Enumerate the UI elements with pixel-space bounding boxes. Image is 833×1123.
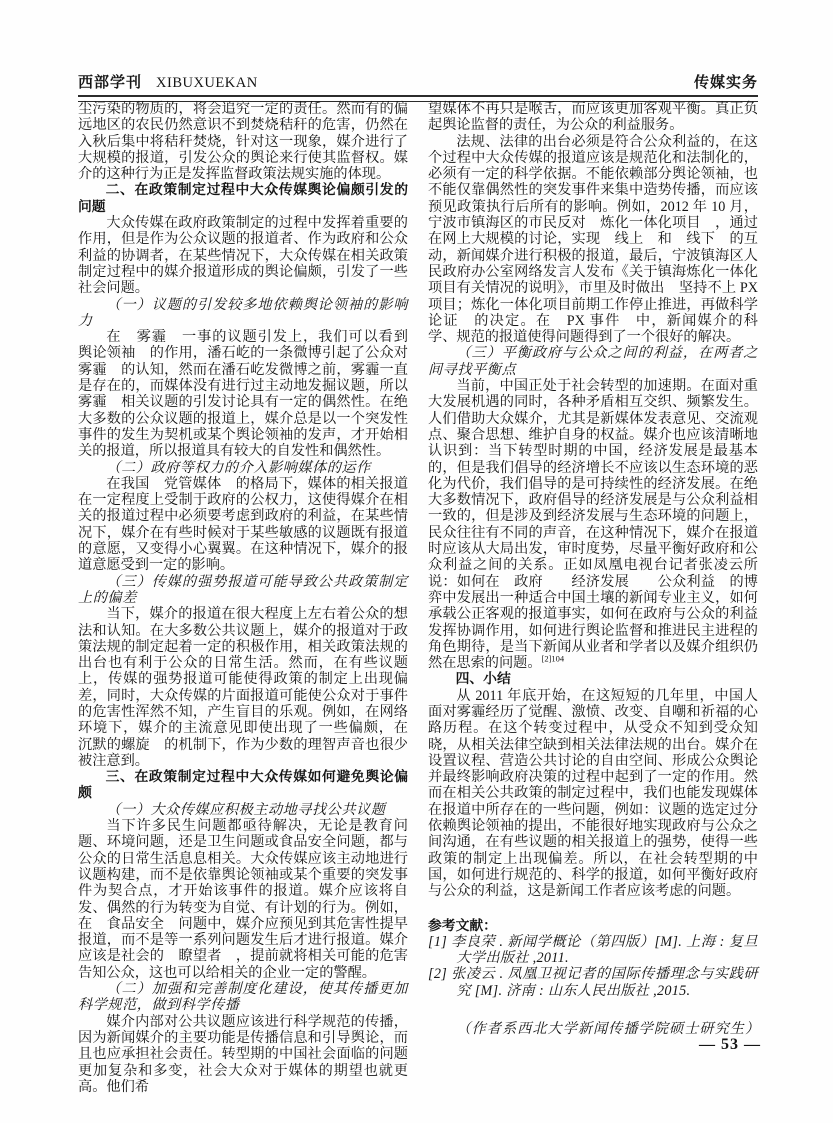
subsection-heading: （一）大众传媒应积极主动地寻找公共议题 bbox=[106, 801, 386, 818]
page-number: — 53 — bbox=[699, 1036, 761, 1053]
section-label: 传媒实务 bbox=[693, 74, 758, 91]
paragraph-continuation: 尘污染的物质的，将会追究一定的责任。然而有的偏远地区的农民仍然意识不到焚烧秸秆的危害，仍然在入秋后集中将秸秆焚烧，针对这一现象，媒介进行了大规模的报道，引发公众的舆论来行使其监督权。媒介的这种行为正是发挥监督政策法规实施的体现。 bbox=[78, 101, 408, 183]
journal-title-cn: 西部学刊 bbox=[78, 74, 143, 91]
section-heading: 四、小结 bbox=[455, 671, 511, 687]
reference-item: [2] 张凌云 . 凤凰卫视记者的国际传播理念与实践研究 [M]. 济南 : 山东人民出版社 ,2015. bbox=[428, 966, 758, 999]
paragraph-continuation: 望媒体不再只是喉舌，而应该更加客观平衡。真正负起舆论监督的责任，为公众的利益服务。 bbox=[428, 101, 758, 134]
paragraph: 媒介内部对公共议题应该进行科学规范的传播，因为新闻媒介的主要功能是传播信息和引导舆论，而且也应承担社会责任。转型期的中国社会面临的问题更加复杂和多变，社会大众对于媒体的期望也就更高。他们希 bbox=[78, 1013, 408, 1095]
paragraph: 大众传媒在政府政策制定的过程中发挥着重要的作用，但是作为公众议题的报道者、作为政府和公众利益的协调者，在某些情况下，大众传媒在相关政策制定过程中的媒介报道形成的舆论偏颇，引发了一些社会问题。 bbox=[78, 215, 408, 297]
right-column bbox=[428, 101, 761, 1095]
journal-title-en: XIBUXUEKAN bbox=[156, 75, 258, 91]
subsection-heading: （三）平衡政府与公众之间的利益，在两者之间寻找平衡点 bbox=[428, 345, 758, 378]
subsection-heading: （一）议题的引发较多地依赖舆论领袖的影响力 bbox=[78, 296, 408, 329]
subsection-heading: （三）传媒的强势报道可能导致公共政策制定上的偏差 bbox=[78, 573, 408, 606]
paragraph: 当下许多民生问题都亟待解决，无论是教育问题、环境问题，还是卫生问题或食品安全问题，都与公众的日常生活息息相关。大众传媒应该主动地进行议题构建，而不是依靠舆论领袖或某个重要的突发事件为契合点，才开始该事件的报道。媒介应该将自发、偶然的行为转变为自觉、有计划的行为。例如，在 食品安全 问题中，媒介应预见到其危害性提早报道，而不是等一系列问题发生后才进行报道。媒介应该是社会的 瞭望者 ，提前就将相关可能的危害告知公众，这也可以给相关的企业一定的警醒。 bbox=[78, 818, 408, 981]
paragraph: 在我国 党管媒体 的格局下，媒体的相关报道在一定程度上受制于政府的公权力，这使得媒介在相关的报道过程中必须要考虑到政府的利益，在某些情况下，媒介在有些时候对于某些敏感的议题既有报道的意愿，又变得小心翼翼。在这种情况下，媒介的报道意愿受到一定的影响。 bbox=[78, 475, 408, 574]
paragraph: 法规、法律的出台必须是符合公众利益的，在这个过程中大众传媒的报道应该是规范化和法制化的，必须有一定的科学依据。不能依赖部分舆论领袖，也不能仅靠偶然性的突发事件来集中造势传播，而应该预见政策执行后所有的影响。例如，2012 年 10 月，宁波市镇海区的市民反对 炼化一体化项目 ，通过在网上大规模的讨论，实现 线上 和 线下 的互动，新闻媒介进行积极的报道，最后，宁波镇海区人民政府办公室网络发言人发布《关于镇海炼化一体化项目有关情况的说明》，市里及时做出 坚持不上 PX 项目；炼化一体化项目前期工作停止推进，再做科学论证 的决定。在 PX 事件 中，新闻媒介的科学、规范的报道使得问题得到了一个很好的解决。 bbox=[428, 133, 758, 346]
section-heading: 二、在政策制定过程中大众传媒舆论偏颇引发的问题 bbox=[78, 182, 408, 214]
section-heading: 三、在政策制定过程中大众传媒如何避免舆论偏颇 bbox=[78, 769, 408, 801]
subsection-heading: （二）加强和完善制度化建设，使其传播更加科学规范，做到科学传播 bbox=[78, 981, 408, 1014]
references-heading: 参考文献： bbox=[428, 917, 497, 933]
author-note: （作者系西北大学新闻传播学院硕士研究生） bbox=[456, 1021, 761, 1038]
header-row bbox=[78, 74, 758, 92]
subsection-heading: （二）政府等权力的介入影响媒体的运作 bbox=[106, 459, 371, 476]
paragraph: 当前，中国正处于社会转型的加速期。在面对重大发展机遇的同时，各种矛盾相互交织、频繁发生。人们借助大众媒介，尤其是新媒体发表意见、交流观点、聚合思想、维护自身的权益。媒介也应该清晰地认识到：当下转型时期的中国，经济发展是最基本的，但是我们倡导的经济增长不应该以生态环境的恶化为代价，我们倡导的是可持续性的经济发展。在绝大多数情况下，政府倡导的经济发展是与公众利益相一致的，但是涉及到经济发展与生态环境的问题上，民众往往有不同的声音，在这种情况下，媒介在报道时应该从大局出发，审时度势，尽量平衡好政府和公众利益之间的关系。正如凤凰电视台记者张凌云所说：如何在 政府 经济发展 公众利益 的博弈中发展出一种适合中国土壤的新闻专业主义，如何承载公正客观的报道事实，如何在政府与公众的利益发挥协调作用，如何进行舆论监督和推进民主进程的角色期待，是当下新闻从业者和学者以及媒介组织仍然在思索的问题。$^{[2]104}$ bbox=[428, 378, 758, 672]
paragraph: 在 雾霾 一事的议题引发上，我们可以看到 舆论领袖 的作用，潘石屹的一条微博引起了公众对 雾霾 的认知，然而在潘石屹发微博之前，雾霾一直是存在的，而媒体没有进行过主动地发掘议题，所以 雾霾 相关议题的引发讨论具有一定的偶然性。在绝大多数的公众议题的报道上，媒介总是以一个突发性事件的发生为契机或某个舆论领袖的发声，才开始相关的报道，所以报道具有较大的自发性和偶然性。 bbox=[78, 329, 423, 460]
page-header bbox=[78, 74, 758, 102]
citation-superscript: [2]104 bbox=[541, 653, 565, 664]
paragraph: 从 2011 年底开始，在这短短的几年里，中国人面对雾霾经历了觉醒、激愤、改变、自嘲和祈福的心路历程。在这个转变过程中，从受众不知到受众知晓，从相关法律空缺到相关法律法规的出台。媒介在设置议程、营造公共讨论的自由空间、形成公众舆论并最终影响政府决策的过程中起到了一定的作用。然而在相关公共政策的制定过程中，我们也能发现媒体在报道中所存在的一些问题，例如：议题的选定过分依赖舆论领袖的提出，不能很好地实现政府与公众之间沟通，在有些议题的相关报道上的强势，使得一些政策的制定上出现偏差。所以，在社会转型期的中国，如何进行规范的、科学的报道，如何平衡好政府与公众的利益，这是新闻工作者应该考虑的问题。 bbox=[428, 687, 758, 900]
reference-item: [1] 李良荣 . 新闻学概论（第四版）[M]. 上海 : 复旦大学出版社 ,2011. bbox=[428, 933, 758, 967]
article-body bbox=[78, 101, 761, 1095]
paragraph: 当下，媒介的报道在很大程度上左右着公众的想法和认知。在大多数公共议题上，媒介的报道对于政策法规的制定起着一定的积极作用，相关政策法规的出台也有利于公众的日常生活。然而，在有些议题上，传媒的强势报道可能使得政策的制定上出现偏差，同时，大众传媒的片面报道可能使公众对于事件的危害性浑然不知，产生盲目的乐观。例如，在网络环境下，媒介的主流意见即使出现了一些偏颇，在 沉默的螺旋 的机制下，作为少数的理智声音也很少被注意到。 bbox=[78, 606, 423, 769]
left-column bbox=[78, 101, 423, 1095]
